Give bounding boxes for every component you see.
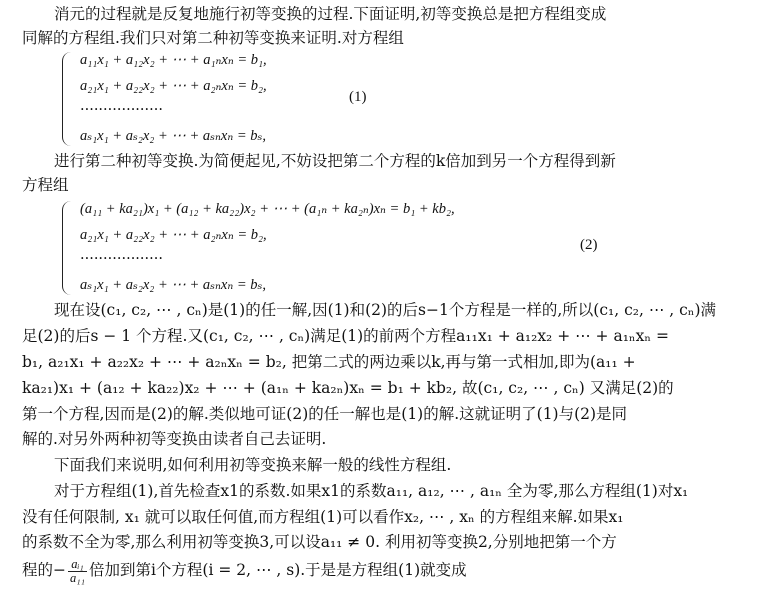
paragraph-2-line-2: 方程组 xyxy=(22,176,69,194)
line-4-prefix: 程的− xyxy=(22,561,66,579)
paragraph-5-line-4 xyxy=(22,553,467,587)
system-1-equation-1: a₁₁x₁ + a₁₂x₂ + ⋯ + a₁ₙxₙ = b₁, xyxy=(80,52,267,68)
paragraph-3-line-3: b₁, a₂₁x₁ + a₂₂x₂ + ⋯ + a₂ₙxₙ = b₂, 把第二式的两边乘以k,再与第一式相加,即为(a₁₁ + xyxy=(22,353,636,371)
paragraph-3-line-2: 足(2)的后s − 1 个方程.又(c₁, c₂, ⋯ , cₙ)满足(1)的前两个方程a₁₁x₁ + a₁₂x₂ + ⋯ + a₁ₙxₙ = xyxy=(22,327,669,345)
left-brace xyxy=(62,201,73,295)
paragraph-5-line-1: 对于方程组(1),首先检查x1的系数.如果x1的系数a₁₁, a₁₂, ⋯ , a₁ₙ 全为零,那么方程组(1)对x₁ xyxy=(54,482,689,500)
paragraph-1-line-1: 消元的过程就是反复地施行初等变换的过程.下面证明,初等变换总是把方程组变成 xyxy=(54,5,607,23)
system-1-equation-2: a₂₁x₁ + a₂₂x₂ + ⋯ + a₂ₙxₙ = b₂, xyxy=(80,78,267,94)
system-1-equation-s: aₛ₁x₁ + aₛ₂x₂ + ⋯ + aₛₙxₙ = bₛ, xyxy=(80,128,267,144)
fraction-denominator: a₁₁ xyxy=(70,570,85,585)
paragraph-1-line-2: 同解的方程组.我们只对第二种初等变换来证明.对方程组 xyxy=(22,29,404,47)
paragraph-3-line-5: 第一个方程,因而是(2)的解.类似地可证(2)的任一解也是(1)的解.这就证明了(1)与(2)是同 xyxy=(22,405,628,423)
paragraph-5-line-3: 的系数不全为零,那么利用初等变换3,可以设a₁₁ ≠ 0. 利用初等变换2,分别地把第一个方 xyxy=(22,533,617,551)
system-2-ellipsis-row: ·················· xyxy=(80,251,163,267)
paragraph-5-line-2: 没有任何限制, x₁ 就可以取任何值,而方程组(1)可以看作x₂, ⋯ , xₙ 的方程组来解.如果x₁ xyxy=(22,508,624,526)
equation-label-2: (2) xyxy=(580,237,598,253)
fraction-ai1-over-a11 xyxy=(68,558,87,585)
left-brace xyxy=(62,52,73,146)
system-1-ellipsis-row: ·················· xyxy=(80,102,163,118)
system-2-equation-2: a₂₁x₁ + a₂₂x₂ + ⋯ + a₂ₙxₙ = b₂, xyxy=(80,227,267,243)
paragraph-3-line-6: 解的.对另外两种初等变换由读者自己去证明. xyxy=(22,430,327,448)
paragraph-4-line-1: 下面我们来说明,如何利用初等变换来解一般的线性方程组. xyxy=(54,456,452,474)
system-2-equation-1: (a₁₁ + ka₂₁)x₁ + (a₁₂ + ka₂₂)x₂ + ⋯ + (a₁ₙ + ka₂ₙ)xₙ = b₁ + kb₂, xyxy=(80,201,455,217)
paragraph-2-line-1: 进行第二种初等变换.为简便起见,不妨设把第二个方程的k倍加到另一个方程得到新 xyxy=(54,152,616,170)
system-2-equation-s: aₛ₁x₁ + aₛ₂x₂ + ⋯ + aₛₙxₙ = bₛ, xyxy=(80,277,267,293)
equation-label-1: (1) xyxy=(349,89,367,105)
paragraph-3-line-4: ka₂₁)x₁ + (a₁₂ + ka₂₂)x₂ + ⋯ + (a₁ₙ + ka₂ₙ)xₙ = b₁ + kb₂, 故(c₁, c₂, ⋯ , cₙ) 又满足(2)的 xyxy=(22,379,674,397)
fraction-numerator: aᵢ₁ xyxy=(68,558,87,572)
paragraph-3-line-1: 现在设(c₁, c₂, ⋯ , cₙ)是(1)的任一解,因(1)和(2)的后s−1个方程是一样的,所以(c₁, c₂, ⋯ , cₙ)满 xyxy=(54,301,717,319)
line-4-suffix: 倍加到第i个方程(i = 2, ⋯ , s).于是是方程组(1)就变成 xyxy=(88,561,467,579)
